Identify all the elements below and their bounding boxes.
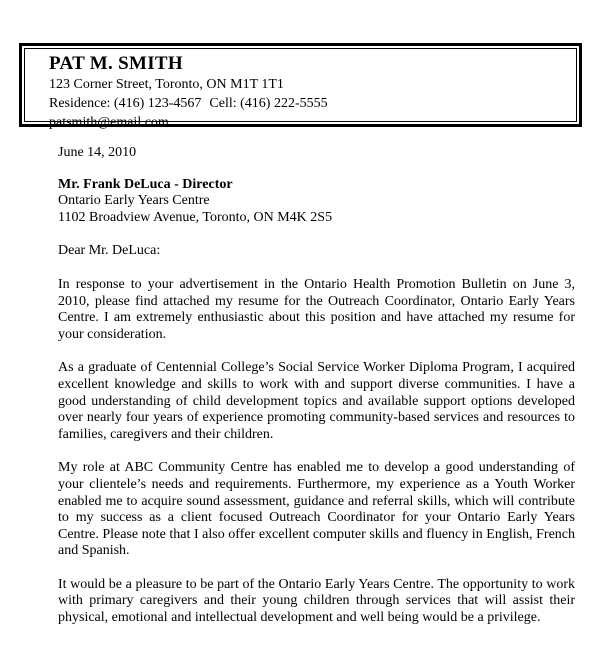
letterhead-box [19,43,582,130]
letter-body [58,145,575,644]
recipient-block [58,177,575,227]
recipient-name: Mr. Frank DeLuca - Director [58,176,233,192]
paragraph-1: In response to your advertisement in the Ontario Health Promotion Bulletin on June 3, 2010, please find attached my resume for the Outreach Coordinator, Ontario Early Years Centre. I am extremely enthusiastic about this position and have attached my resume for your consideration. [58,276,575,342]
recipient-address: 1102 Broadview Avenue, Toronto, ON M4K 2S5 [58,209,333,225]
paragraph-3: My role at ABC Community Centre has enabled me to develop a good understanding of your clientele’s needs and requirements. Furthermore, my experience as a Youth Worker enabled me to acquire sound assessment, guidance and referral skills, which will contribute to my success as a client focused Outreach Coordinator for your Ontario Early Years Centre. Please note that I also offer excellent computer skills and fluency in English, French and Spanish. [58,460,575,559]
sender-cell-phone: Cell: (416) 222-5555 [209,96,328,111]
sender-address: 123 Corner Street, Toronto, ON M1T 1T1 [49,77,284,92]
salutation: Dear Mr. DeLuca: [58,243,161,259]
sender-name: PAT M. SMITH [49,53,183,74]
paragraph-2: As a graduate of Centennial College’s Social Service Worker Diploma Program, I acquired excellent knowledge and skills to work with and support diverse communities. I have a good understanding of child development topics and available support options developed over nearly four years of experience promoting community-based services and resources to families, caregivers and their children. [58,360,575,442]
sender-phones [49,94,576,113]
recipient-organization: Ontario Early Years Centre [58,193,210,209]
sender-email: patsmith@email.com [49,115,169,130]
letterhead-inner [24,48,577,130]
paragraph-4: It would be a pleasure to be part of the Ontario Early Years Centre. The opportunity to work with primary caregivers and their young children through services that will assist their physical, emotional and intellectual development and well being would be a privilege. [58,576,575,626]
letter-date: June 14, 2010 [58,145,137,160]
sender-residence-phone: Residence: (416) 123-4567 [49,96,202,111]
